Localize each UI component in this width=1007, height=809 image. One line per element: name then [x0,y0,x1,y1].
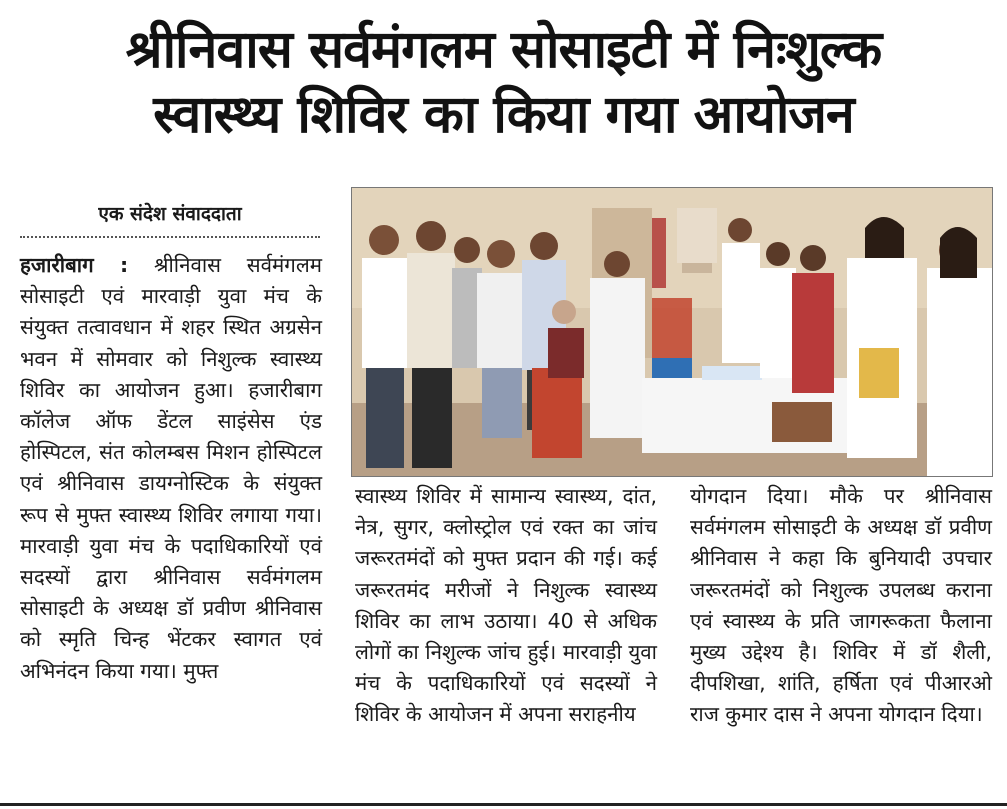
article-column-3: योगदान दिया। मौके पर श्रीनिवास सर्वमंगलम सोसाइटी के अध्यक्ष डॉ प्रवीण श्रीनिवास ने कहा कि बुनियादी उपचार जरूरतमंदों को निशुल्क उपलब्ध कराना एवं स्वास्थ्य के प्रति जागरूकता फैलाना मुख्य उद्देश्य है। शिविर में डॉ शैली, दीपशिखा, शांति, हर्षिता एवं पीआरओ राज कुमार दास ने अपना योगदान दिया। [690,484,992,727]
health-camp-photo [352,188,992,476]
article-column-2: स्वास्थ्य शिविर में सामान्य स्वास्थ्य, दांत, नेत्र, सुगर, क्लोस्ट्रोल एवं रक्त का जांच जरूरतमंदों को मुफ्त प्रदान की गई। कई जरूरतमंद मरीजों ने निशुल्क स्वास्थ्य शिविर का लाभ उठाया। 40 से अधिक लोगों का निशुल्क जांच हुई। मारवाड़ी युवा मंच के पदाधिकारियों एवं सदस्यों ने शिविर के आयोजन में अपना सराहनीय [355,484,657,727]
dateline: हजारीबाग : [20,253,129,277]
news-photo [351,187,993,477]
headline [0,18,1007,148]
article-column-1 [20,250,322,687]
headline-line-1: श्रीनिवास सर्वमंगलम सोसाइटी में निःशुल्क [125,20,882,80]
headline-line-2: स्वास्थ्य शिविर का किया गया आयोजन [153,85,854,145]
byline: एक संदेश संवाददाता [98,203,242,225]
byline-divider [20,236,320,238]
article-column-1-text: श्रीनिवास सर्वमंगलम सोसाइटी एवं मारवाड़ी युवा मंच के संयुक्त तत्वावधान में शहर स्थित अग्रसेन भवन में सोमवार को निशुल्क स्वास्थ्य शिविर का आयोजन हुआ। हजारीबाग कॉलेज ऑफ डेंटल साइंसेस एंड होस्पिटल, संत कोलम्बस मिशन होस्पिटल एवं श्रीनिवास डायग्नोस्टिक के संयुक्त रूप से मुफ्त स्वास्थ्य शिविर लगाया गया। मारवाड़ी युवा मंच के पदाधिकारियों एवं सदस्यों द्वारा श्रीनिवास सर्वमंगलम सोसाइटी के अध्यक्ष डॉ प्रवीण श्रीनिवास को स्मृति चिन्ह भेंटकर स्वागत एवं अभिनंदन किया गया। मुफ्त [20,253,322,683]
page-bottom-rule [0,803,1007,806]
